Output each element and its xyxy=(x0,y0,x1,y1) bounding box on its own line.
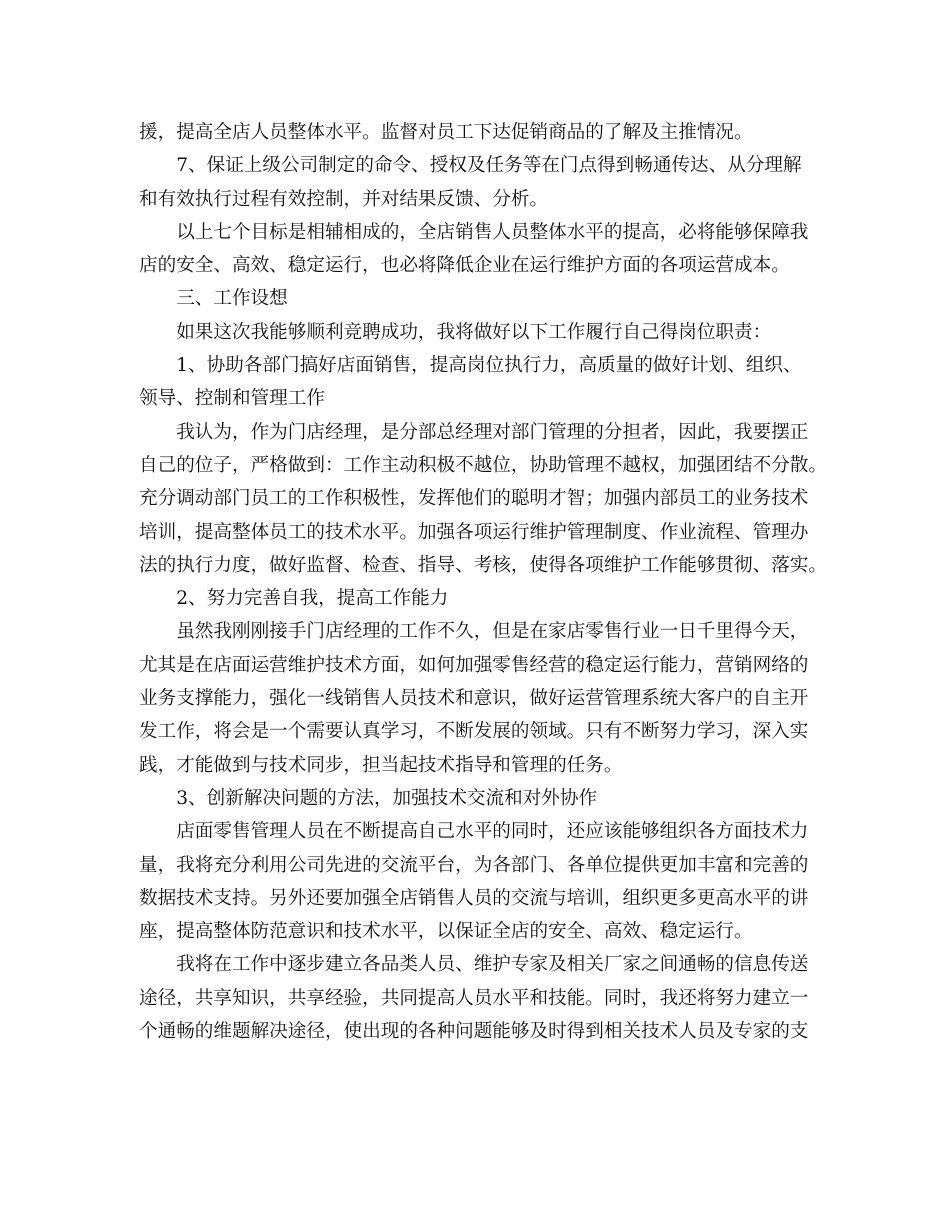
subheading-line: 3、创新解决问题的方法，加强技术交流和对外协作 xyxy=(176,787,598,809)
text-line: 量，我将充分利用公司先进的交流平台，为各部门、各单位提供更加丰富和完善的 xyxy=(139,854,809,876)
text-line: 个通畅的维题解决途径，使出现的各种问题能够及时得到相关技术人员及专家的支 xyxy=(139,1021,809,1043)
text-line: 以上七个目标是相辅相成的，全店销售人员整体水平的提高，必将能够保障我 xyxy=(176,221,809,243)
subheading-line: 2、努力完善自我，提高工作能力 xyxy=(176,588,449,610)
text-line: 援，提高全店人员整体水平。监督对员工下达促销商品的了解及主推情况。 xyxy=(139,122,753,143)
text-line: 7、保证上级公司制定的命令、授权及任务等在门点得到畅通传达、从分理解 xyxy=(176,155,802,177)
text-line: 法的执行力度，做好监督、检查、指导、考核，使得各项维护工作能够贯彻、落实。 xyxy=(139,554,827,576)
text-line: 发工作，将会是一个需要认真学习，不断发展的领域。只有不断努力学习，深入实 xyxy=(139,721,809,743)
text-line: 数据技术支持。另外还要加强全店销售人员的交流与培训，组织更多更高水平的讲 xyxy=(139,887,809,909)
text-line: 店的安全、高效、稳定运行，也必将降低企业在运行维护方面的各项运营成本。 xyxy=(139,255,790,277)
text-line: 我认为，作为门店经理，是分部总经理对部门管理的分担者，因此，我要摆正 xyxy=(176,421,809,443)
text-line: 尤其是在店面运营维护技术方面，如何加强零售经营的稳定运行能力，营销网络的 xyxy=(139,654,809,676)
subheading-line: 1、协助各部门搞好店面销售，提高岗位执行力，高质量的做好计划、组织、 xyxy=(176,355,802,377)
document-body xyxy=(139,116,827,1048)
text-line: 途径，共享知识，共享经验，共同提高人员水平和技能。同时，我还将努力建立一 xyxy=(139,987,809,1009)
text-line: 座，提高整体防范意识和技术水平，以保证全店的安全、高效、稳定运行。 xyxy=(139,921,753,943)
text-line: 我将在工作中逐步建立各品类人员、维护专家及相关厂家之间通畅的信息传送 xyxy=(176,954,809,976)
text-line: 店面零售管理人员在不断提高自己水平的同时，还应该能够组织各方面技术力 xyxy=(176,821,809,843)
text-line: 充分调动部门员工的工作积极性，发挥他们的聪明才智；加强内部员工的业务技术 xyxy=(139,488,809,510)
text-line: 和有效执行过程有效控制，并对结果反馈、分析。 xyxy=(139,188,549,210)
text-line: 自己的位子，严格做到：工作主动积极不越位，协助管理不越权，加强团结不分散。 xyxy=(139,454,827,476)
text-line: 虽然我刚刚接手门店经理的工作不久，但是在家店零售行业一日千里得今天， xyxy=(176,621,809,643)
text-line: 业务支撑能力，强化一线销售人员技术和意识，做好运营管理系统大客户的自主开 xyxy=(139,688,809,710)
text-line: 如果这次我能够顺利竞聘成功，我将做好以下工作履行自己得岗位职责： xyxy=(176,321,772,343)
text-line: 培训，提高整体员工的技术水平。加强各项运行维护管理制度、作业流程、管理办 xyxy=(139,521,809,543)
text-line: 践，才能做到与技术同步，担当起技术指导和管理的任务。 xyxy=(139,754,623,776)
section-heading: 三、工作设想 xyxy=(176,288,288,310)
subheading-line: 领导、控制和管理工作 xyxy=(139,388,325,410)
